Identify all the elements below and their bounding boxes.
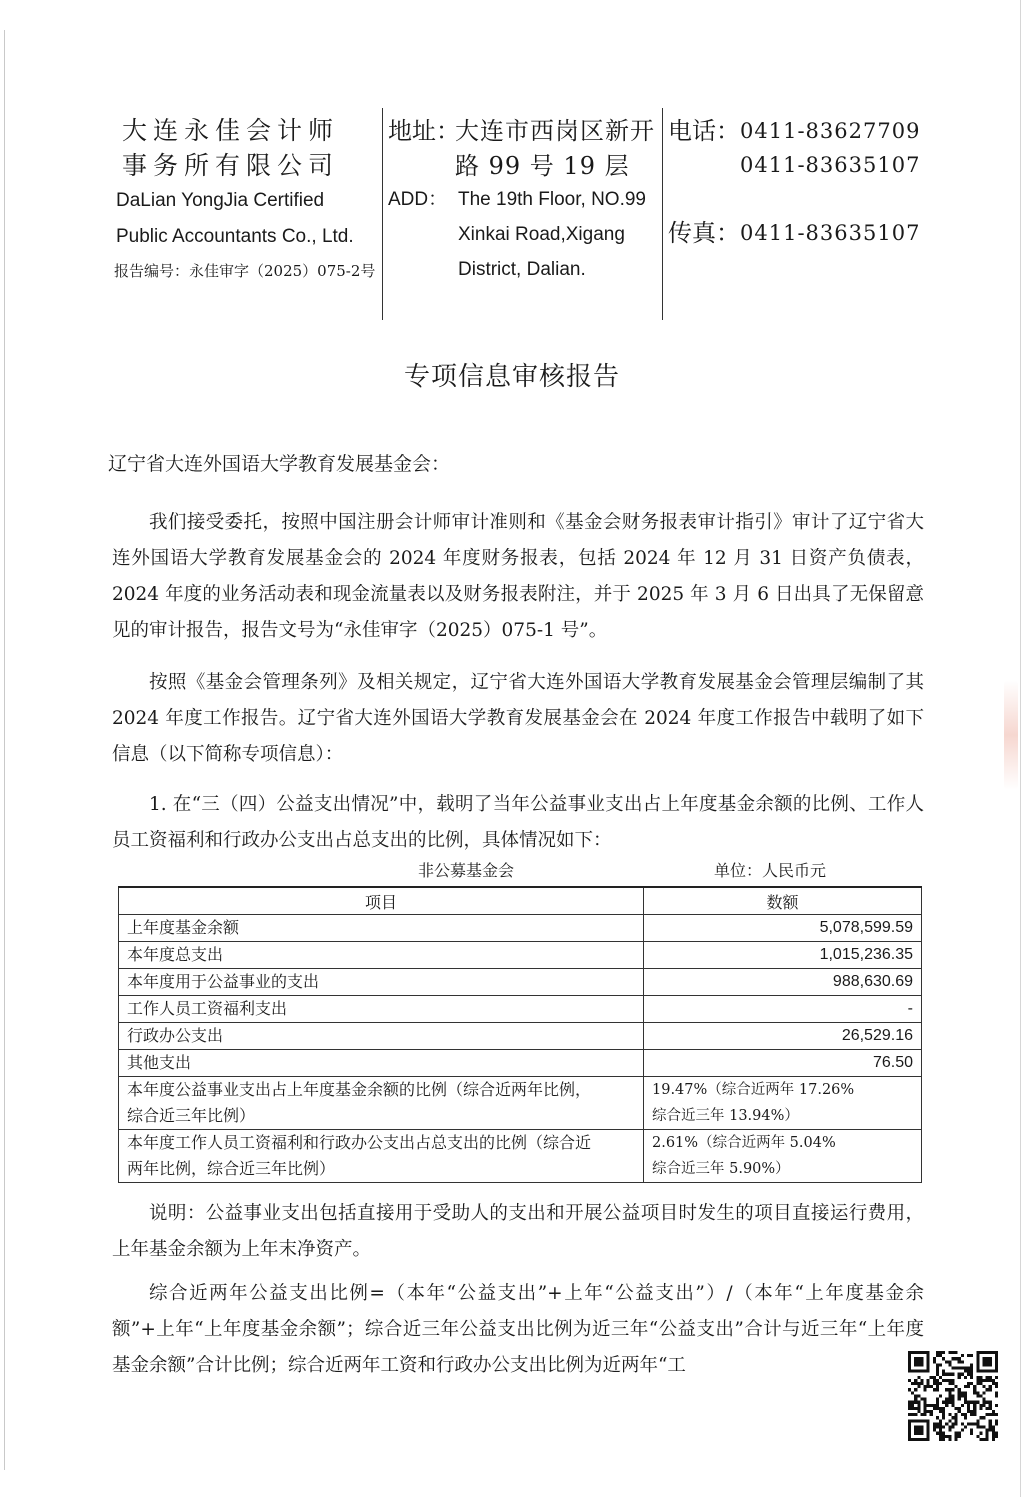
address-cn: 大连市西岗区新开	[455, 117, 655, 145]
row-value: 5,078,599.59	[644, 915, 922, 942]
letterhead-divider	[662, 108, 663, 320]
table-caption: 非公募基金会	[418, 861, 515, 880]
ratio-value	[644, 1130, 922, 1183]
stamp-trace	[1004, 680, 1018, 790]
firm-name-en: DaLian YongJia Certified	[116, 190, 325, 211]
row-item: 其他支出	[119, 1050, 644, 1077]
phone-number: 0411-83627709	[740, 119, 921, 143]
ratio-item-line: 本年度公益事业支出占上年度基金余额的比例（综合近两年比例，	[127, 1080, 592, 1099]
row-value: -	[644, 996, 922, 1023]
phone-number: 0411-83635107	[740, 153, 921, 177]
ratio-value-line: 2.61%（综合近两年 5.04%	[652, 1135, 836, 1151]
row-value: 26,529.16	[644, 1023, 922, 1050]
address-label: 地址：	[388, 117, 460, 145]
table-row	[119, 1050, 922, 1077]
firm-name-cn: 大连永佳会计师	[122, 116, 340, 145]
table-header-row	[119, 887, 922, 915]
paragraph-management: 按照《基金会管理条列》及相关规定，辽宁省大连外国语大学教育发展基金会管理层编制了其 2024 年度工作报告。辽宁省大连外国语大学教育发展基金会在 2024 年度工作报告中载明了如下信息（以下简称专项信息）：	[112, 672, 924, 765]
ratio-value	[644, 1077, 922, 1130]
paragraph-note: 说明：公益事业支出包括直接用于受助人的支出和开展公益项目时发生的项目直接运行费用，上年基金余额为上年末净资产。	[112, 1203, 924, 1260]
letterhead	[0, 0, 1024, 330]
row-value: 1,015,236.35	[644, 942, 922, 969]
row-item: 行政办公支出	[119, 1023, 644, 1050]
table-row	[119, 969, 922, 996]
ratio-item	[119, 1077, 644, 1130]
table-row	[119, 1023, 922, 1050]
row-item: 上年度基金余额	[119, 915, 644, 942]
fax-label: 传真：	[668, 219, 740, 247]
paragraph-formula: 综合近两年公益支出比例=（本年“公益支出”+上年“公益支出”）/（本年“上年度基金余额”+上年“上年度基金余额”；综合近三年公益支出比例为近三年“公益支出”合计与近三年“上年度基金余额”合计比例；综合近两年工资和行政办公支出比例为近两年“工	[112, 1283, 924, 1376]
ratio-item-line: 两年比例，综合近三年比例）	[127, 1159, 336, 1178]
table-row	[119, 942, 922, 969]
address-en: Xinkai Road,Xigang	[458, 224, 625, 245]
row-item: 本年度总支出	[119, 942, 644, 969]
address-cn: 路 99 号 19 层	[455, 152, 630, 180]
column-header-item: 项目	[119, 887, 644, 915]
ratio-value-line: 综合近三年 13.94%）	[652, 1108, 799, 1124]
fax-number: 0411-83635107	[740, 221, 921, 245]
address-en-label: ADD：	[388, 189, 448, 210]
row-value: 76.50	[644, 1050, 922, 1077]
paragraph-item-1: 1. 在“三（四）公益支出情况”中，载明了当年公益事业支出占上年度基金余额的比例、工作人员工资福利和行政办公支出占总支出的比例，具体情况如下：	[112, 794, 924, 851]
ratio-item-line: 综合近三年比例）	[127, 1106, 256, 1125]
table-row	[119, 996, 922, 1023]
ratio-value-line: 19.47%（综合近两年 17.26%	[652, 1082, 855, 1098]
row-item: 工作人员工资福利支出	[119, 996, 644, 1023]
letterhead-divider	[382, 108, 383, 320]
address-en: The 19th Floor, NO.99	[458, 189, 646, 210]
report-number: 报告编号：永佳审字（2025）075-2号	[114, 262, 376, 280]
table-row-ratio	[119, 1077, 922, 1130]
row-item: 本年度用于公益事业的支出	[119, 969, 644, 996]
page-title: 专项信息审核报告	[403, 362, 620, 392]
column-header-amount: 数额	[644, 887, 922, 915]
paragraph-audit-scope: 我们接受委托，按照中国注册会计师审计准则和《基金会财务报表审计指引》审计了辽宁省大连外国语大学教育发展基金会的 2024 年度财务报表，包括 2024 年 12 月 31 日资产负债表，2024 年度的业务活动表和现金流量表以及财务报表附注，并于 2025 年 3 月 6 日出具了无保留意见的审计报告，报告文号为“永佳审字（2025）075-1 号”。	[112, 512, 924, 641]
firm-name-cn: 事务所有限公司	[122, 151, 340, 180]
firm-name-en: Public Accountants Co., Ltd.	[116, 226, 354, 247]
qr-code-icon	[908, 1351, 998, 1441]
table-row-ratio	[119, 1130, 922, 1183]
ratio-value-line: 综合近三年 5.90%）	[652, 1161, 790, 1177]
phone-label: 电话：	[668, 117, 740, 145]
ratio-item	[119, 1130, 644, 1183]
addressee: 辽宁省大连外国语大学教育发展基金会：	[108, 453, 451, 475]
row-value: 988,630.69	[644, 969, 922, 996]
address-en: District, Dalian.	[458, 259, 586, 280]
ratio-item-line: 本年度工作人员工资福利和行政办公支出占总支出的比例（综合近	[127, 1133, 592, 1152]
table-row	[119, 915, 922, 942]
expenditure-table	[118, 886, 922, 1183]
table-unit: 单位：人民币元	[714, 861, 827, 880]
